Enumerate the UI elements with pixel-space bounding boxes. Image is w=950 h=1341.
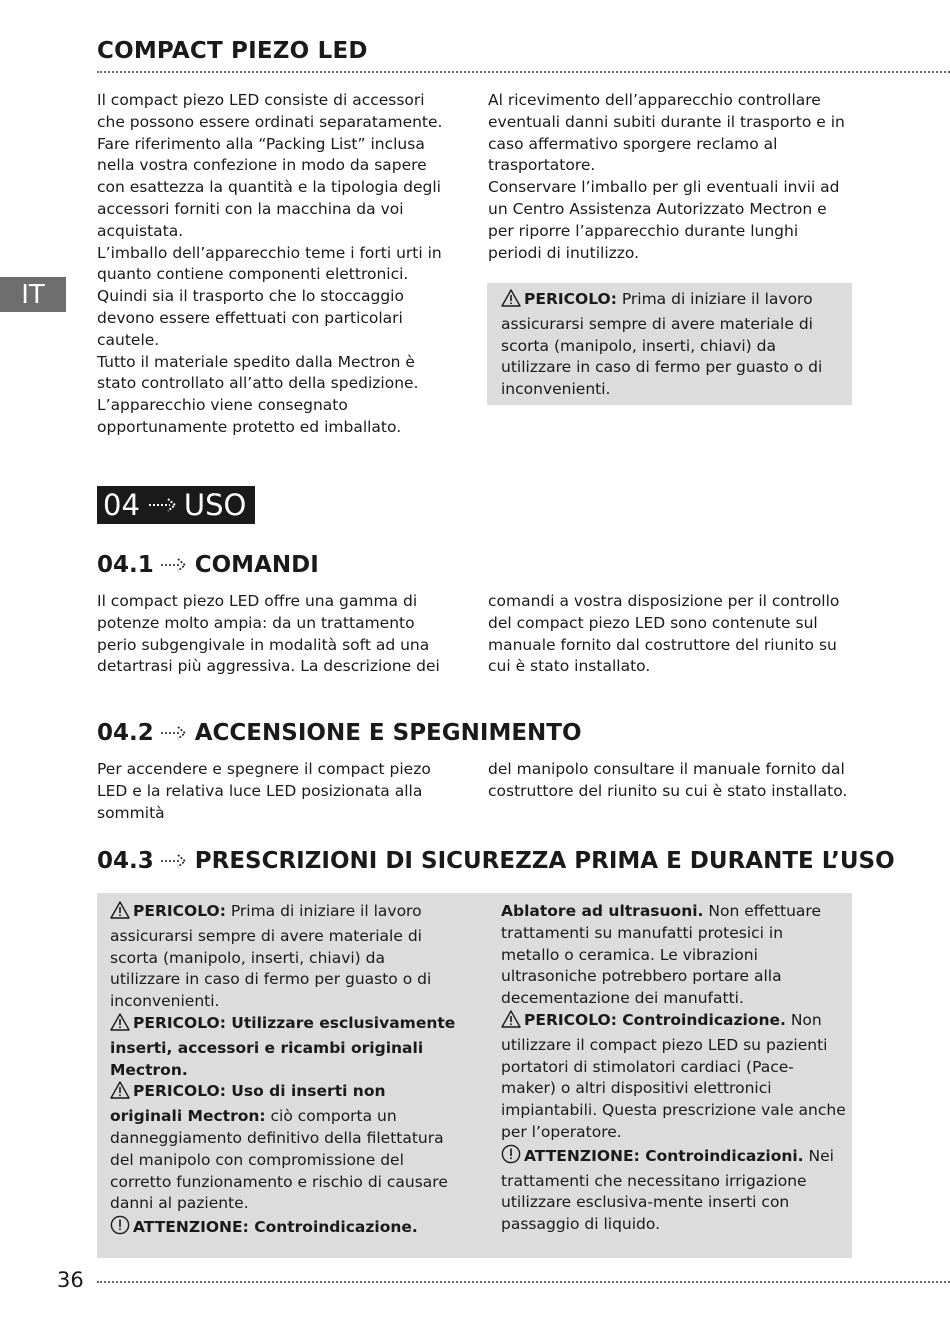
safety-item-text: Prima di iniziare il lavoro assicurarsi sempre di avere materiale di scorta (manipolo, inserti, chiavi) da utilizzare in caso di fermo per guasto o di inconvenienti. xyxy=(110,902,432,1011)
safety-item-label: PERICOLO: Uso di inserti non originali Mectron: xyxy=(110,1082,386,1126)
heading-title: COMANDI xyxy=(194,552,319,578)
intro-left-paragraph: L’imballo dell’apparecchio teme i forti urti in quanto contiene componenti elettronici. Quindi sia il trasporto che lo stoccaggio devono essere effettuati con particolari cautele. xyxy=(97,243,442,349)
safety-item-text: Non utilizzare il compact piezo LED su pazienti portatori di stimolatori cardiaci (Pace-maker) o altri dispositivi elettronici impiantabili. Questa prescrizione vale anche per l’operatore. xyxy=(501,1010,846,1141)
intro-warning-box xyxy=(487,283,852,405)
intro-left-paragraph: Il compact piezo LED consiste di accessori che possono essere ordinati separatamente. Fare riferimento alla “Packing List” inclusa nella vostra confezione in modo da sapere con esattezza la quantità e la tipologia degli accessori forniti con la macchina da voi acquistata. xyxy=(97,91,443,240)
warning-text: Prima di iniziare il lavoro assicurarsi sempre di avere materiale di scorta (manipolo, inserti, chiavi) da utilizzare in caso di fermo per guasto o di inconvenienti. xyxy=(501,290,823,399)
safety-item-label: PERICOLO: Utilizzare esclusivamente inserti, accessori e ricambi originali Mectron. xyxy=(110,1013,456,1079)
accensione-left-text: Per accendere e spegnere il compact piezo LED e la relativa luce LED posizionata alla sommità xyxy=(97,760,431,822)
section-number: 04 xyxy=(103,488,140,522)
warning-triangle-icon xyxy=(501,289,521,314)
safety-item xyxy=(501,1010,846,1144)
safety-item-text: Nei trattamenti che necessitano irrigazione utilizzare esclusiva-mente inserti con passaggio di liquido. xyxy=(501,1146,834,1234)
attention-circle-icon xyxy=(501,1144,521,1171)
heading-number: 04.2 xyxy=(97,720,154,746)
intro-right-paragraph: Al ricevimento dell’apparecchio controllare eventuali danni subiti durante il trasporto e in caso affermativo sporgere reclamo al trasportatore. xyxy=(488,91,845,175)
intro-left-column xyxy=(97,90,447,439)
safety-item xyxy=(110,1013,458,1081)
warning-triangle-icon xyxy=(110,901,130,926)
attention-circle-icon xyxy=(110,1215,130,1242)
warning-triangle-icon xyxy=(501,1010,521,1035)
heading-title: PRESCRIZIONI DI SICUREZZA PRIMA E DURANTE L’USO xyxy=(194,848,895,874)
safety-left-column xyxy=(110,901,458,1242)
safety-right-column xyxy=(501,901,846,1236)
comandi-right-text: comandi a vostra disposizione per il controllo del compact piezo LED sono contenute sul manuale fornito dal costruttore del riunito su cui è stato installato. xyxy=(488,592,840,676)
safety-item-label: ATTENZIONE: Controindicazione. xyxy=(133,1218,418,1237)
safety-item xyxy=(110,901,458,1013)
section-name: USO xyxy=(183,488,247,522)
safety-item-label: PERICOLO: Controindicazione. xyxy=(524,1010,786,1029)
dotted-arrow-icon xyxy=(160,853,188,869)
safety-item xyxy=(110,1215,458,1242)
warning-triangle-icon xyxy=(110,1081,130,1106)
safety-item xyxy=(501,1144,846,1236)
heading-04-3 xyxy=(97,848,895,874)
dotted-arrow-icon xyxy=(148,497,178,513)
safety-item-label: PERICOLO: xyxy=(133,902,226,920)
dotted-arrow-icon xyxy=(160,557,188,573)
intro-right-paragraph: Conservare l’imballo per gli eventuali invii ad un Centro Assistenza Autorizzato Mectron e per riporre l’apparecchio durante lunghi periodi di inutilizzo. xyxy=(488,178,840,262)
comandi-left-text: Il compact piezo LED offre una gamma di potenze molto ampia: da un trattamento perio subgengivale in modalità soft ad una detartrasi più aggressiva. La descrizione dei xyxy=(97,592,440,676)
heading-title: ACCENSIONE E SPEGNIMENTO xyxy=(194,720,582,746)
footer-divider xyxy=(97,1281,950,1283)
language-tab: IT xyxy=(0,277,66,312)
section-title xyxy=(97,486,255,524)
safety-item xyxy=(110,1081,458,1215)
heading-number: 04.1 xyxy=(97,552,154,578)
heading-04-1 xyxy=(97,552,319,578)
warning-label: PERICOLO: xyxy=(524,290,617,308)
header-divider xyxy=(97,71,950,73)
intro-left-paragraph: Tutto il materiale spedito dalla Mectron è stato controllato all’atto della spedizione. L’apparecchio viene consegnato opportunamente protetto ed imballato. xyxy=(97,352,419,436)
safety-item-text: Non effettuare trattamenti su manufatti protesici in metallo o ceramica. Le vibrazioni ultrasoniche potrebbero portare alla decementazione dei manufatti. xyxy=(501,902,821,1008)
page-header-title: COMPACT PIEZO LED xyxy=(97,38,368,64)
safety-item-label: ATTENZIONE: Controindicazioni. xyxy=(524,1146,804,1165)
intro-right-column xyxy=(488,90,848,264)
page-number: 36 xyxy=(57,1268,84,1292)
safety-item xyxy=(501,901,846,1010)
safety-item-text: ciò comporta un danneggiamento definitivo della filettatura del manipolo con compromissione del corretto funzionamento e rischio di causare danni al paziente. xyxy=(110,1107,448,1213)
heading-04-2 xyxy=(97,720,582,746)
warning-triangle-icon xyxy=(110,1013,130,1038)
dotted-arrow-icon xyxy=(160,725,188,741)
accensione-right-text: del manipolo consultare il manuale fornito dal costruttore del riunito su cui è stato installato. xyxy=(488,760,848,800)
safety-item-label: Ablatore ad ultrasuoni. xyxy=(501,902,704,920)
heading-number: 04.3 xyxy=(97,848,154,874)
